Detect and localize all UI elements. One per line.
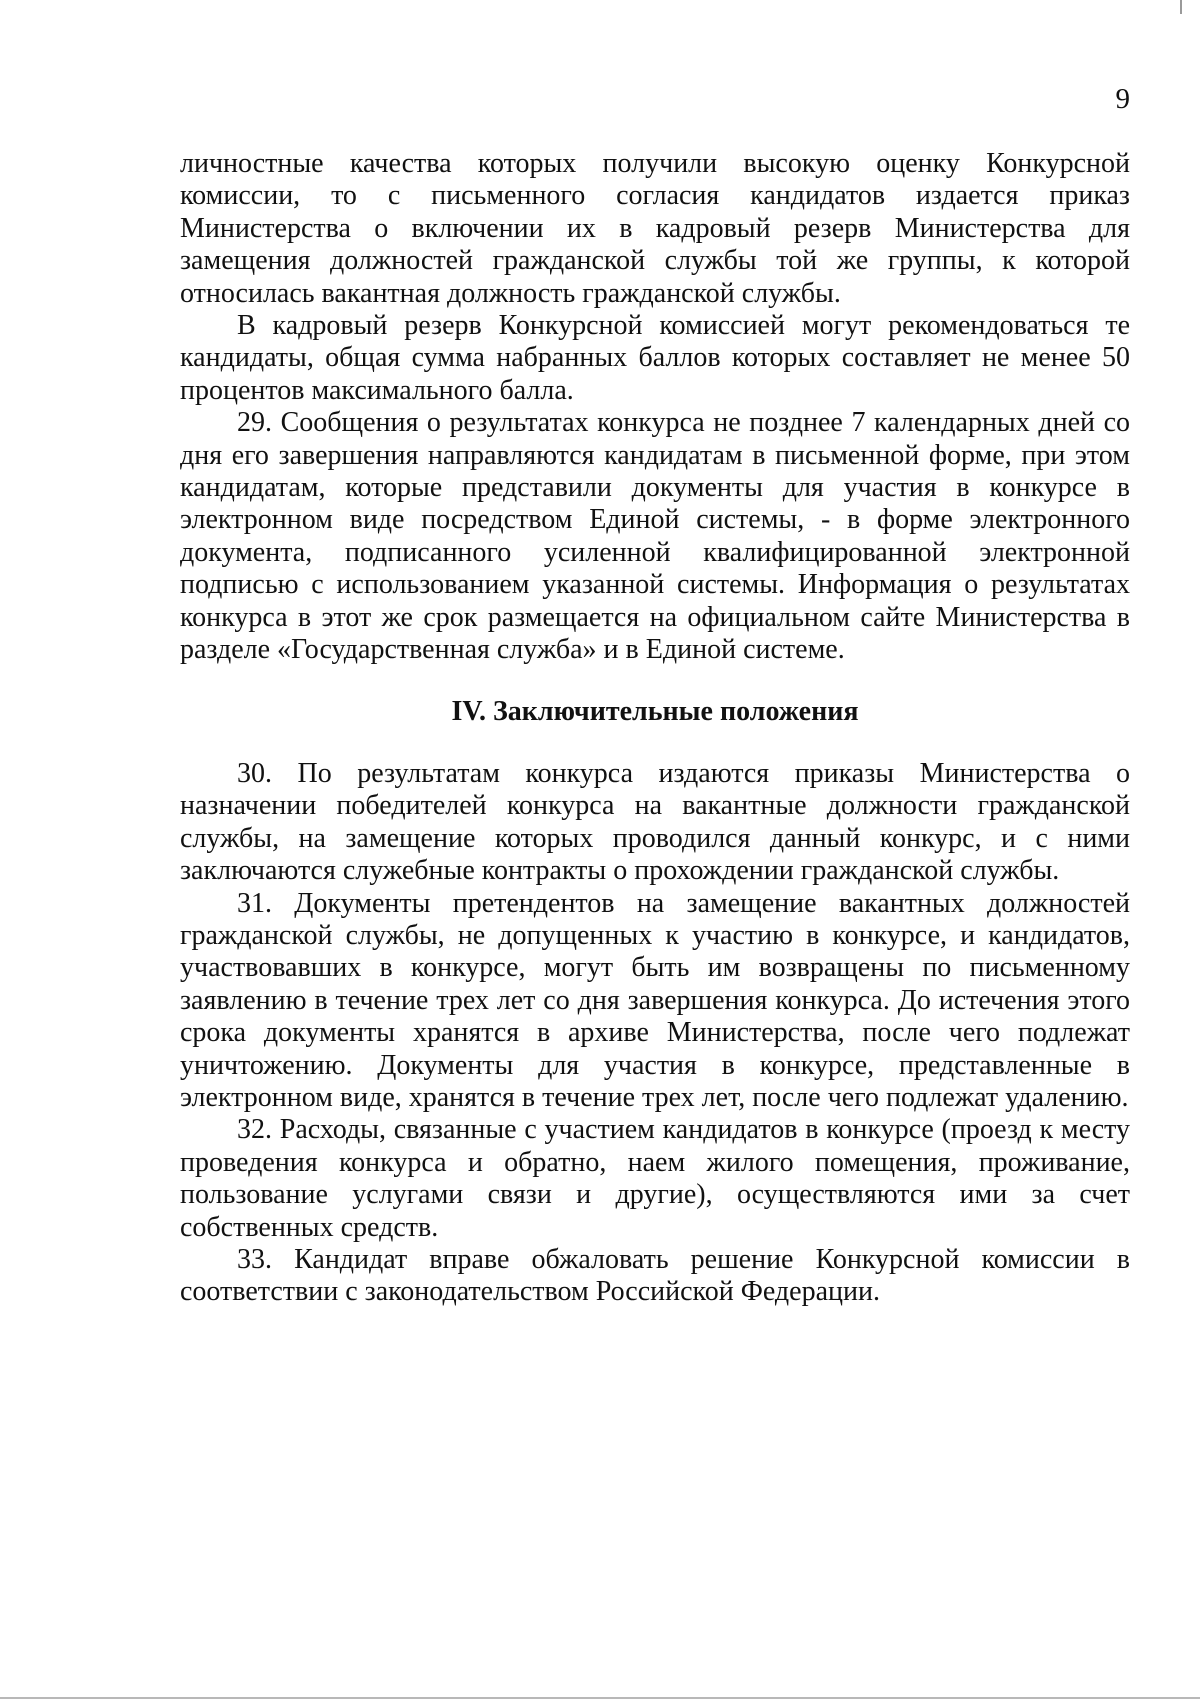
scan-edge-mark bbox=[1180, 0, 1182, 14]
paragraph-30: 30. По результатам конкурса издаются приказы Министерства о назначении победителей конкурса на вакантные должности гражданской службы, на замещение которых проводился данный конкурс, и с ними заключаются служебные контракты о прохождении гражданской службы. bbox=[180, 757, 1130, 887]
paragraph-29: 29. Сообщения о результатах конкурса не позднее 7 календарных дней со дня его завершения направляются кандидатам в письменной форме, при этом кандидатам, которые представили документы для участия в конкурсе в электронном виде посредством Единой системы, - в форме электронного документа, подписанного усиленной квалифицированной электронной подписью с использованием указанной системы. Информация о результатах конкурса в этот же срок размещается на официальном сайте Министерства в разделе «Государственная служба» и в Единой системе. bbox=[180, 407, 1130, 666]
scan-bottom-edge bbox=[0, 1697, 1200, 1699]
section-heading: IV. Заключительные положения bbox=[451, 695, 859, 727]
paragraph-33: 33. Кандидат вправе обжаловать решение Конкурсной комиссии в соответствии с законодательством Российской Федерации. bbox=[180, 1244, 1130, 1308]
document-body bbox=[180, 148, 1130, 1309]
paragraph-31: 31. Документы претендентов на замещение вакантных должностей гражданской службы, не допущенных к участию в конкурсе, и кандидатов, участвовавших в конкурсе, могут быть им возвращены по письменному заявлению в течение трех лет со дня завершения конкурса. До истечения этого срока документы хранятся в архиве Министерства, после чего подлежат уничтожению. Документы для участия в конкурсе, представленные в электронном виде, хранятся в течение трех лет, после чего подлежат удалению. bbox=[180, 887, 1130, 1113]
paragraph-reserve-criteria: В кадровый резерв Конкурсной комиссией могут рекомендоваться те кандидаты, общая сумма набранных баллов которых составляет не менее 50 процентов максимального балла. bbox=[180, 310, 1130, 406]
paragraph-32: 32. Расходы, связанные с участием кандидатов в конкурсе (проезд к месту проведения конкурса и обратно, наем жилого помещения, проживание, пользование услугами связи и другие), осуществляются ими за счет собственных средств. bbox=[180, 1114, 1130, 1243]
paragraph-continuation: личностные качества которых получили высокую оценку Конкурсной комиссии, то с письменного согласия кандидатов издается приказ Министерства о включении их в кадровый резерв Министерства для замещения должностей гражданской службы той же группы, к которой относилась вакантная должность гражданской службы. bbox=[180, 148, 1130, 309]
page-number: 9 bbox=[1115, 83, 1130, 115]
